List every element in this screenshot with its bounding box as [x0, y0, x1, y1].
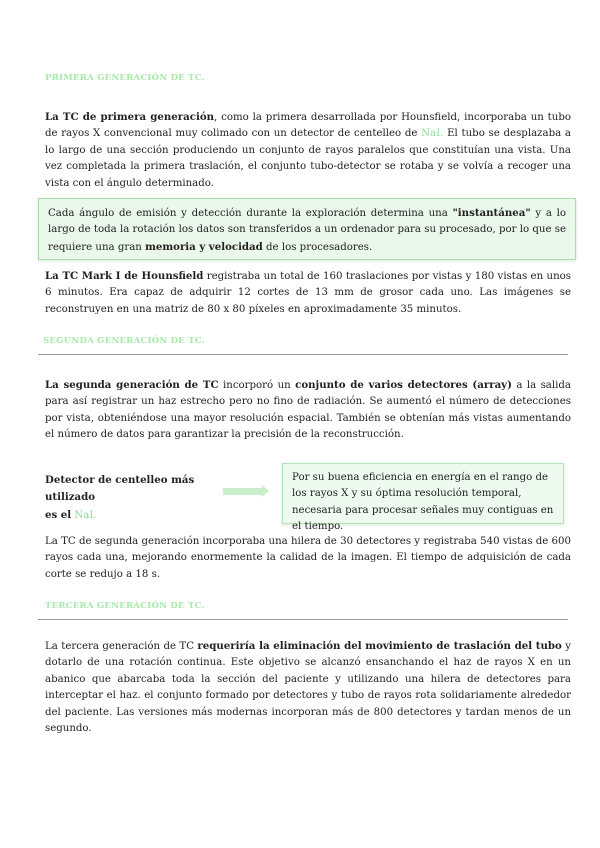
paragraph-segunda-detalles	[45, 534, 571, 583]
paragraph-text: , como la primera desarrollada por Hounsfield, incorporaba un tubo de rayos X convencional muy colimado con un detector de centelleo de	[45, 112, 571, 140]
detector-reason-box	[282, 463, 564, 533]
section-heading-primera: PRIMERA GENERACIÓN DE TC.	[45, 73, 205, 83]
bold-term: La TC de primera generación	[45, 111, 215, 123]
bold-term: es el	[45, 508, 72, 521]
paragraph-mark-i	[45, 268, 571, 318]
box-text: y a lo largo de toda la rotación los datos son transferidos a un ordenador para su procesado, por lo que se requiere una gran	[48, 208, 566, 253]
bold-term: La TC Mark I de Hounsfield	[45, 270, 204, 282]
bold-term: conjunto de varios detectores (array)	[295, 379, 512, 391]
paragraph-text: La tercera generación de TC	[45, 641, 198, 652]
paragraph-segunda-generacion	[45, 377, 571, 444]
highlight-box-instantanea	[38, 198, 576, 260]
section-divider	[38, 619, 568, 620]
bold-term: requeriría la eliminación del movimiento de traslación del tubo	[197, 640, 562, 652]
nai-highlight: NaI.	[74, 509, 97, 521]
paragraph-text: y dotarlo de una rotación continua. Este objetivo se alcanzó ensanchando el haz de rayos X en un abanico que abarcaba toda la sección del paciente y utilizando una hilera de detectores para interceptar el haz. el conjunto formado por detectores y tubo de rayos rota solidariamente alrededor del paciente. Las versiones más modernas incorporan más de 800 detectores y tardan menos de un segundo.	[45, 641, 571, 735]
paragraph-tercera-generacion	[45, 638, 571, 737]
paragraph-text: incorporó un	[218, 380, 296, 391]
section-heading-segunda: SEGUNDA GENERACIÓN DE TC.	[43, 336, 205, 346]
bold-term: La segunda generación de TC	[45, 379, 219, 391]
bold-term: "instantánea"	[452, 207, 531, 219]
box-text: Por su buena eficiencia en energía en el rango de los rayos X y su óptima resolución temporal, necesaria para procesar señales muy contiguas en el tiempo.	[292, 472, 554, 533]
paragraph-text: registraba un total de 160 traslaciones por vistas y 180 vistas en unos 6 minutos. Era capaz de adquirir 12 cortes de 13 mm de grosor cada uno. Las imágenes se reconstruyen en una matriz de 80 x 80 píxeles en aproximadamente 35 minutos.	[45, 271, 572, 315]
detector-note	[45, 472, 245, 524]
paragraph-text: a la salida para así registrar un haz estrecho pero no fino de radiación. Se aumentó el número de detecciones por vista, obteniéndose una mayor resolución espacial. También se obtenían más vistas aumentando el número de datos para garantizar la precisión de la reconstrucción.	[45, 380, 571, 441]
arrow-right-icon	[223, 488, 263, 495]
nai-highlight: NaI.	[421, 128, 444, 140]
paragraph-text: El tubo se desplazaba a lo largo de una sección produciendo un conjunto de rayos paralelos que constituían una vista. Una vez completada la primera traslación, el conjunto tubo-detector se rotaba y se volvía a recoger una vista con el ángulo determinado.	[45, 128, 571, 189]
paragraph-primera-generacion	[45, 109, 571, 192]
section-divider	[38, 354, 568, 355]
bold-term: memoria y velocidad	[145, 240, 263, 253]
bold-term: Detector de centelleo más utilizado	[45, 474, 195, 504]
paragraph-text: La TC de segunda generación incorporaba una hilera de 30 detectores y registraba 540 vistas de 600 rayos cada una, mejorando enormemente la calidad de la imagen. El tiempo de adquisición de cada corte se redujo a 18 s.	[45, 536, 571, 580]
box-text: Cada ángulo de emisión y detección durante la exploración determina una	[48, 208, 453, 219]
section-heading-tercera: TERCERA GENERACIÓN DE TC.	[45, 601, 205, 611]
box-text: de los procesadores.	[262, 241, 373, 253]
